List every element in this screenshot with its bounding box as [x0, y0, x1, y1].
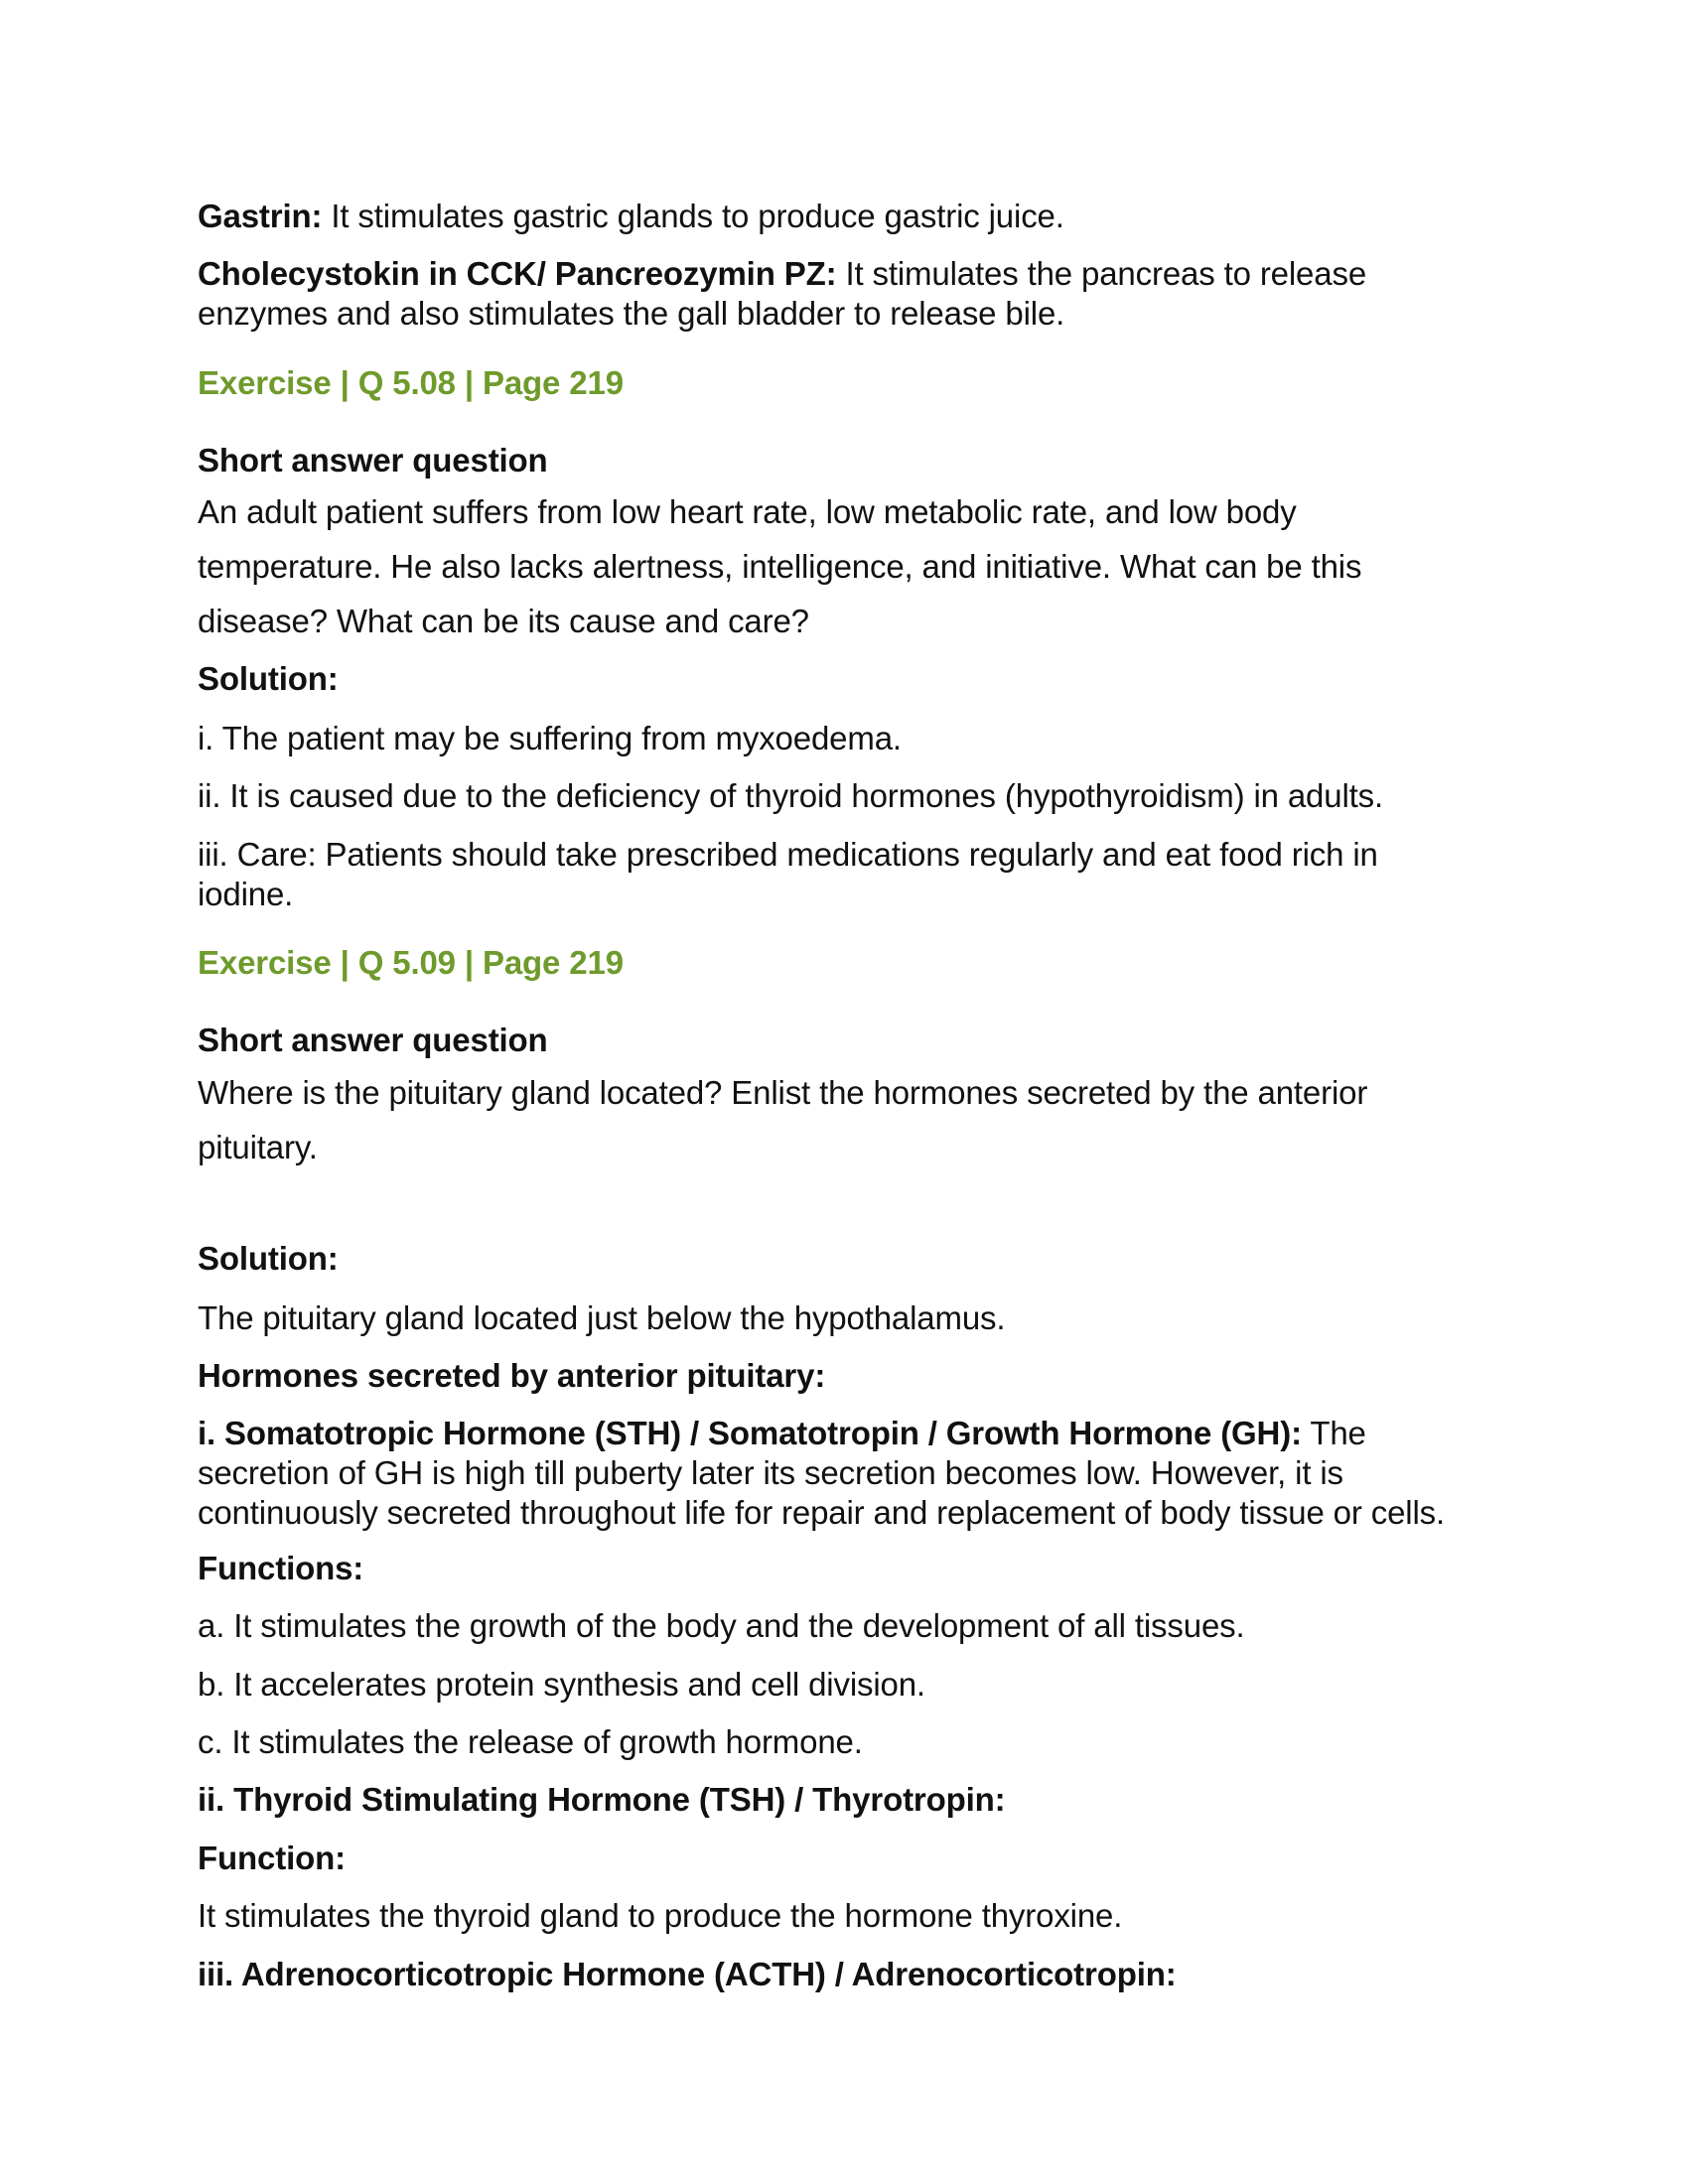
tsh-function: It stimulates the thyroid gland to produce the hormone thyroxine.	[198, 1897, 1123, 1934]
functions-label: Functions:	[198, 1550, 364, 1586]
answer-item-2: ii. It is caused due to the deficiency of thyroid hormones (hypothyroidism) in adults.	[198, 777, 1384, 814]
gh-term: i. Somatotropic Hormone (STH) / Somatotropin / Growth Hormone (GH):	[198, 1415, 1302, 1451]
tsh-term: ii. Thyroid Stimulating Hormone (TSH) / Thyrotropin:	[198, 1781, 1006, 1818]
cck-term: Cholecystokin in CCK/ Pancreozymin PZ:	[198, 255, 837, 292]
solution-label-q509: Solution:	[198, 1240, 339, 1277]
question-type-q509: Short answer question	[198, 1022, 548, 1058]
gastrin-term: Gastrin:	[198, 198, 323, 234]
gastrin-text: It stimulates gastric glands to produce gastric juice.	[322, 198, 1064, 234]
gh-paragraph	[198, 1414, 1488, 1533]
answer-item-1: i. The patient may be suffering from myxoedema.	[198, 720, 902, 756]
cck-paragraph	[198, 254, 1389, 334]
exercise-heading-q509: Exercise | Q 5.09 | Page 219	[198, 944, 624, 981]
acth-term: iii. Adrenocorticotropic Hormone (ACTH) / Adrenocorticotropin:	[198, 1956, 1177, 1992]
question-text-q508: An adult patient suffers from low heart rate, low metabolic rate, and low body temperature. He also lacks alertness, intelligence, and initiative. What can be this disease? What can be its cause and care?	[198, 493, 1362, 639]
function-item-a: a. It stimulates the growth of the body and the development of all tissues.	[198, 1607, 1245, 1644]
cck-text: It stimulates the pancreas to release enzymes and also stimulates the gall bladder to release bile.	[198, 255, 1367, 332]
gastrin-paragraph	[198, 197, 1488, 236]
pituitary-location: The pituitary gland located just below the hypothalamus.	[198, 1299, 1006, 1336]
exercise-heading-q508: Exercise | Q 5.08 | Page 219	[198, 364, 624, 401]
function-item-b: b. It accelerates protein synthesis and cell division.	[198, 1666, 925, 1703]
question-type-q508: Short answer question	[198, 442, 548, 478]
function-label: Function:	[198, 1840, 346, 1876]
answer-item-3: iii. Care: Patients should take prescribed medications regularly and eat food rich in iodine.	[198, 836, 1378, 912]
hormones-label: Hormones secreted by anterior pituitary:	[198, 1357, 826, 1394]
solution-label-q508: Solution:	[198, 660, 339, 697]
question-text-q509: Where is the pituitary gland located? Enlist the hormones secreted by the anterior pituitary.	[198, 1074, 1368, 1165]
function-item-c: c. It stimulates the release of growth hormone.	[198, 1723, 863, 1760]
gh-text: The secretion of GH is high till puberty later its secretion becomes low. However, it is continuously secreted throughout life for repair and replacement of body tissue or cells.	[198, 1415, 1446, 1531]
